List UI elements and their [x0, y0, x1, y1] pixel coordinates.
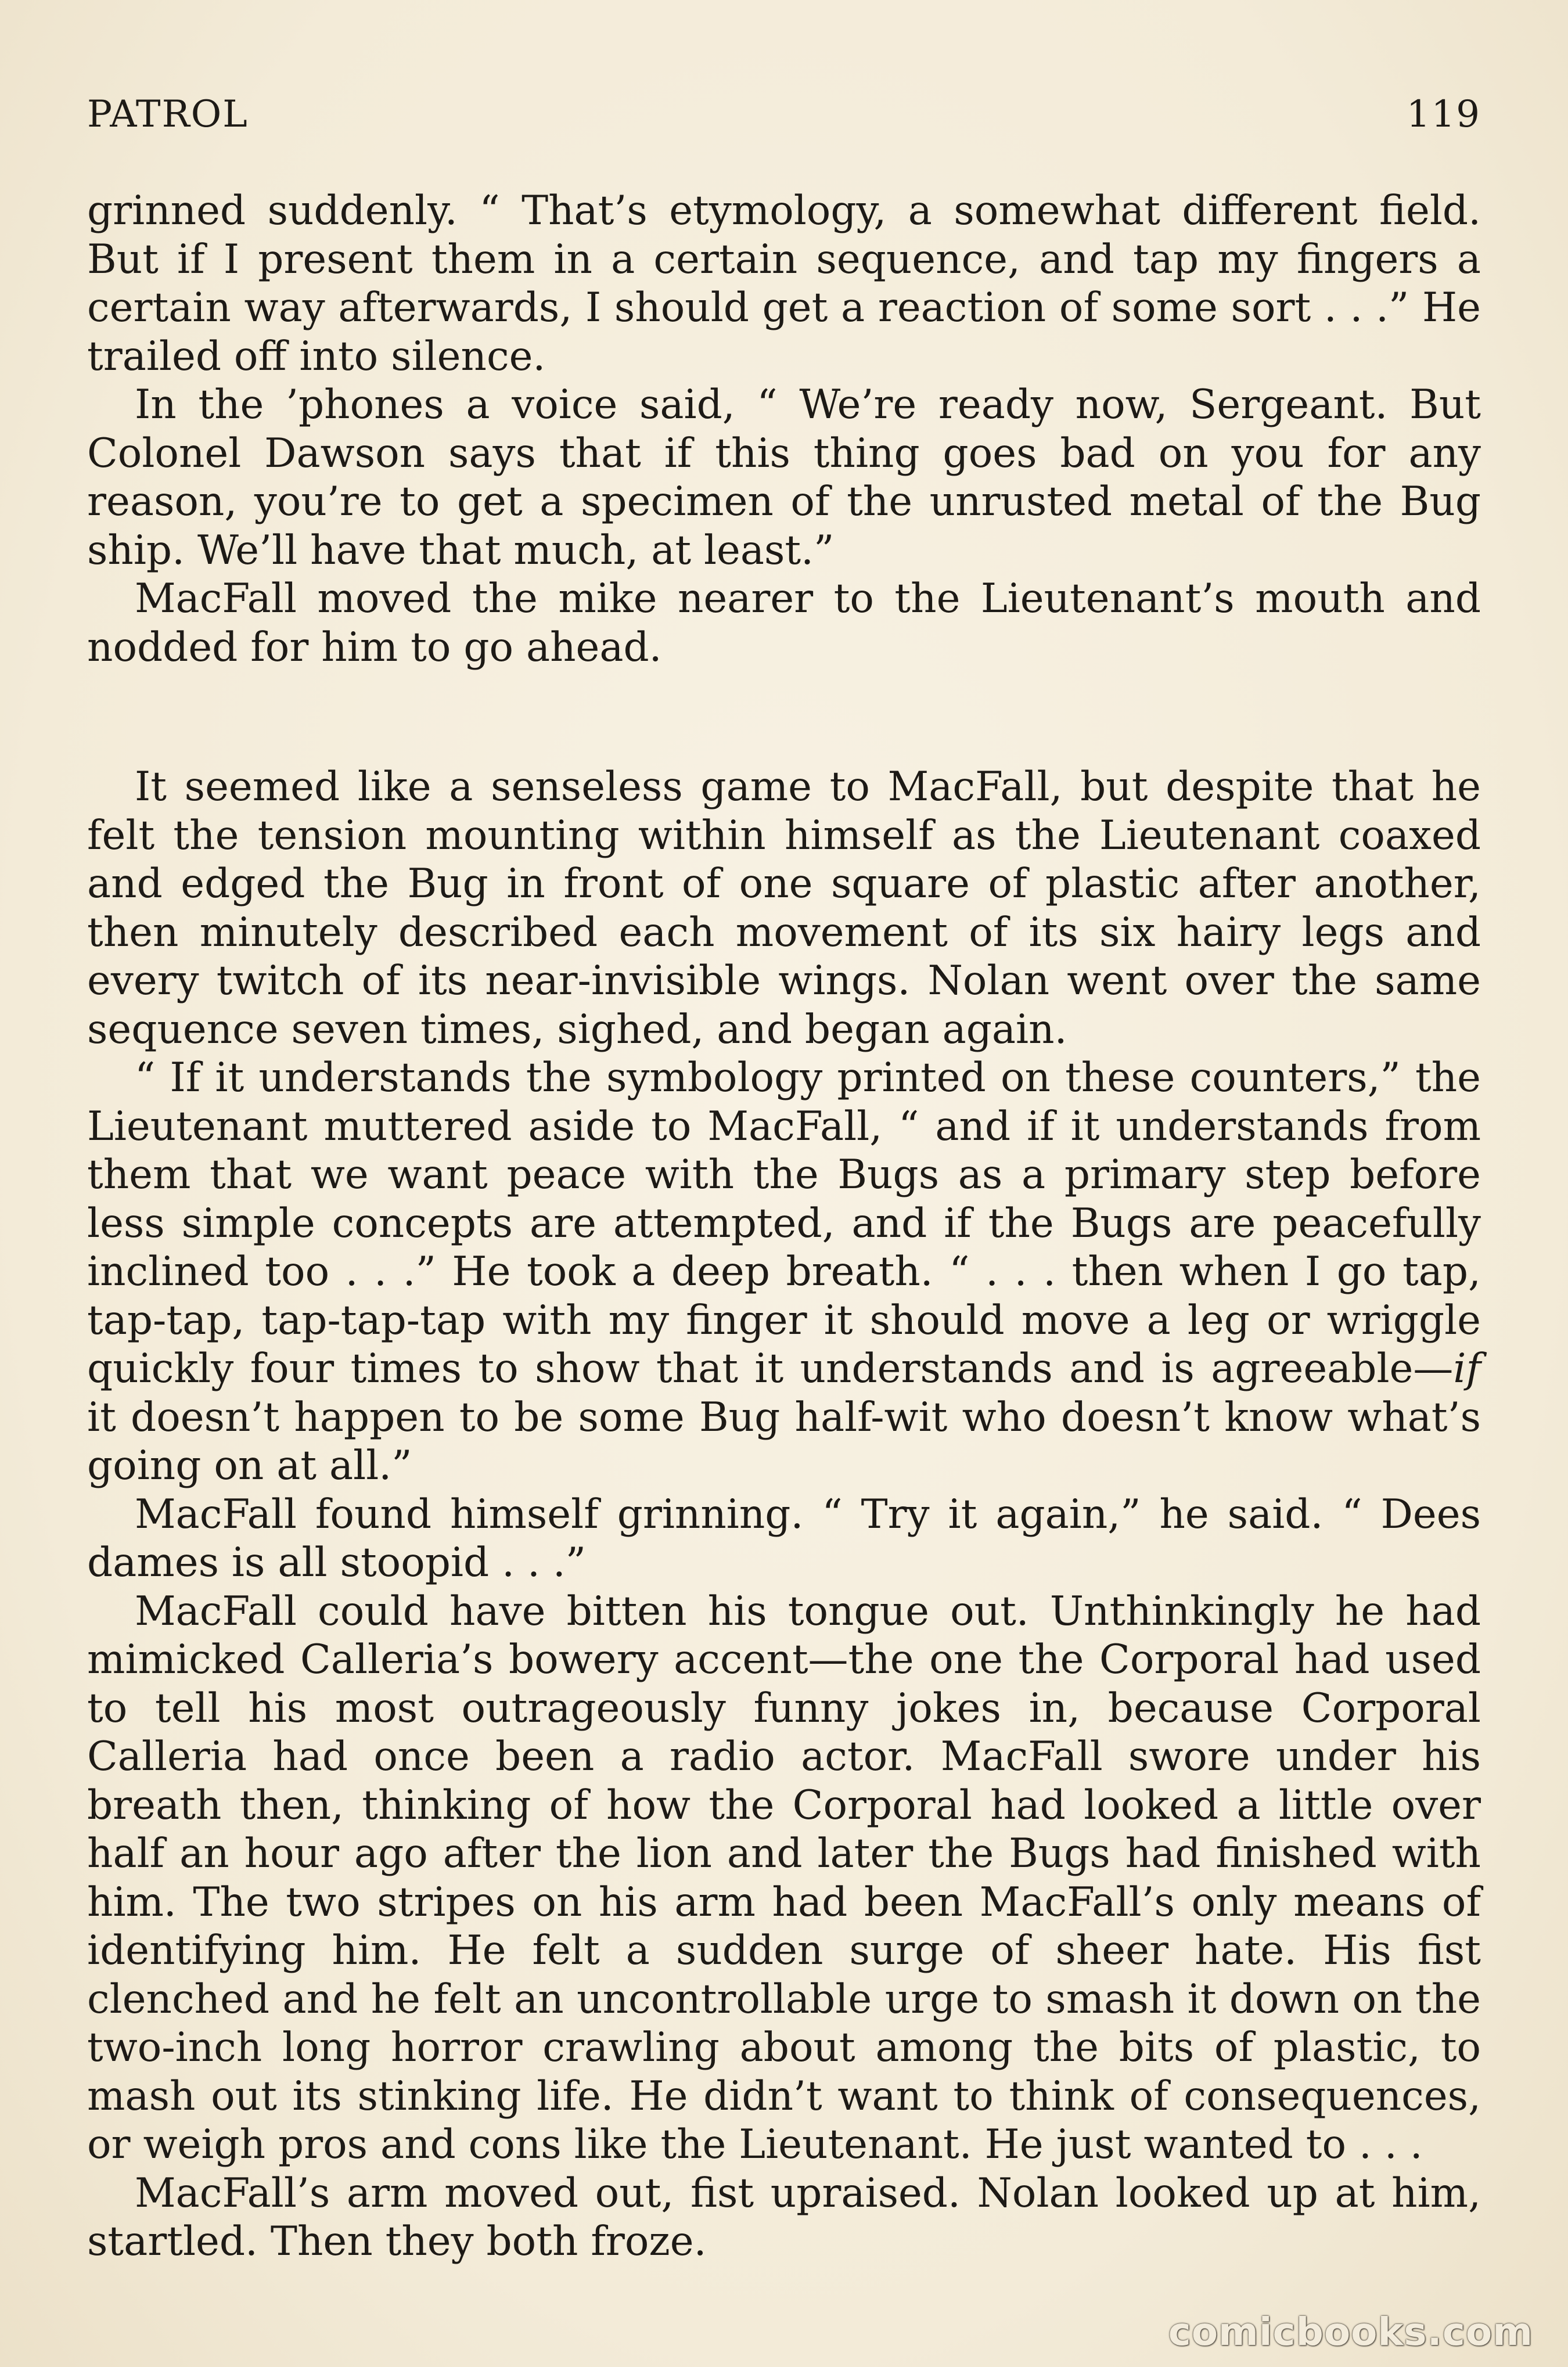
- paragraph: grinned suddenly. “ That’s etymology, a somewhat different field. But if I present them in a certain sequence, and tap my fingers a certain way afterwards, I should get a reaction of some sort . . .” He trailed off into silence.: [87, 188, 1481, 380]
- paragraph: In the ’phones a voice said, “ We’re ready now, Sergeant. But Colonel Dawson says that if this thing goes bad on you for any reason, you’re to get a specimen of the unrusted metal of the Bug ship. We’ll have that much, at least.”: [87, 382, 1481, 574]
- paragraph: [87, 1054, 1481, 1491]
- italic-emphasis: if: [1453, 1346, 1481, 1392]
- paragraph-text: “ If it understands the symbology printed on these counters,” the Lieutenant muttered aside to MacFall, “ and if it understands from them that we want peace with the Bugs as a primary step before less simple concepts are attempted, and if the Bugs are peacefully inclined too . . .” He took a deep breath. “ . . . then when I go tap, tap-tap, tap-tap-tap with my finger it should move a leg or wriggle quickly four times to show that it understands and is agreeable—: [87, 1055, 1481, 1392]
- text-section-2: [87, 763, 1481, 2267]
- paragraph-text: it doesn’t happen to be some Bug half-wit who doesn’t know what’s going on at all.”: [87, 1394, 1481, 1489]
- paragraph: MacFall moved the mike nearer to the Lieutenant’s mouth and nodded for him to go ahead.: [87, 575, 1481, 671]
- paragraph: MacFall could have bitten his tongue out. Unthinkingly he had mimicked Calleria’s bowery accent—the one the Corporal had used to tell his most outrageously funny jokes in, because Corporal Calleria had once been a radio actor. MacFall swore under his breath then, thinking of how the Corporal had looked a little over half an hour ago after the lion and later the Bugs had finished with him. The two stripes on his arm had been MacFall’s only means of identifying him. He felt a sudden surge of sheer hate. His fist clenched and he felt an uncontrollable urge to smash it down on the two-inch long horror crawling about among the bits of plastic, to mash out its stinking life. He didn’t want to think of consequences, or weigh pros and cons like the Lieutenant. He just wanted to . . .: [87, 1588, 1481, 2168]
- running-title: PATROL: [87, 93, 249, 136]
- page-number: 119: [1406, 93, 1481, 136]
- paragraph: It seemed like a senseless game to MacFall, but despite that he felt the tension mounting within himself as the Lieutenant coaxed and edged the Bug in front of one square of plastic after another, then minutely described each movement of its six hairy legs and every twitch of its near-invisible wings. Nolan went over the same sequence seven times, sighed, and began again.: [87, 764, 1481, 1053]
- text-section-1: [87, 187, 1481, 672]
- paragraph: MacFall found himself grinning. “ Try it again,” he said. “ Dees dames is all stoopid . . .”: [87, 1491, 1481, 1586]
- page-header: [87, 93, 1481, 145]
- paragraph: MacFall’s arm moved out, fist upraised. Nolan looked up at him, startled. Then they both froze.: [87, 2170, 1481, 2265]
- watermark: comicbooks.com: [1168, 2310, 1533, 2354]
